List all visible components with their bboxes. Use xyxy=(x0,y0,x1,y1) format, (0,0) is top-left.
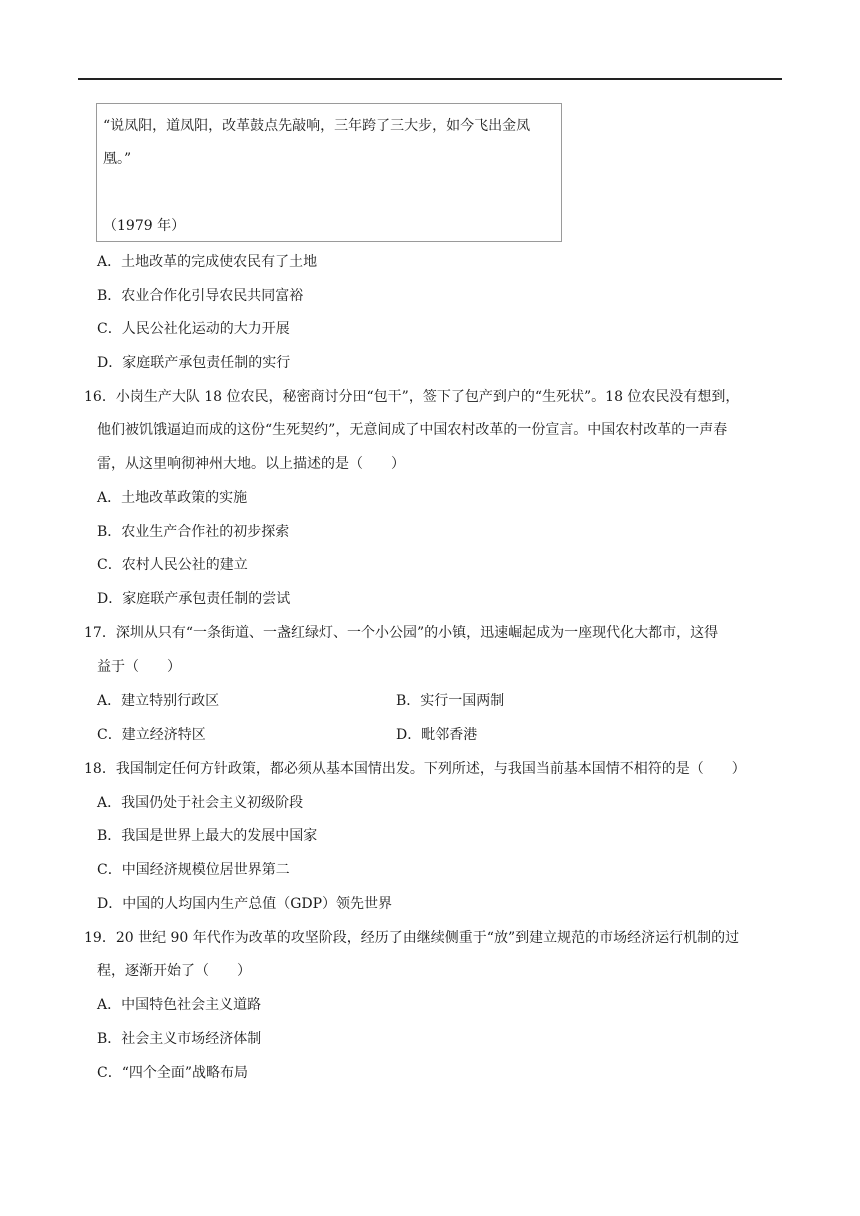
q19-option-b: B．社会主义市场经济体制 xyxy=(97,1031,262,1047)
quote-box xyxy=(96,103,562,242)
q15-option-d: D．家庭联产承包责任制的实行 xyxy=(97,355,291,371)
quote-line-2: 凰。” xyxy=(103,151,132,167)
q17-option-b: B．实行一国两制 xyxy=(396,693,505,709)
q16-stem-line-1: 16．小岗生产大队 18 位农民，秘密商讨分田“包干”，签下了包产到户的“生死状”。18 位农民没有想到， xyxy=(84,389,740,405)
q19-stem-line-1: 19．20 世纪 90 年代作为改革的攻坚阶段，经历了由继续侧重于“放”到建立规范的市场经济运行机制的过 xyxy=(84,930,740,946)
q19-option-a: A．中国特色社会主义道路 xyxy=(97,997,262,1013)
q16-option-c: C．农村人民公社的建立 xyxy=(97,557,248,573)
q16-stem-line-2: 他们被饥饿逼迫而成的这份“生死契约”，无意间成了中国农村改革的一份宣言。中国农村改革的一声春 xyxy=(97,422,728,438)
q18-stem-line-1: 18．我国制定任何方针政策，都必须从基本国情出发。下列所述，与我国当前基本国情不相符的是（ ） xyxy=(84,761,746,777)
q19-option-c: C．“四个全面”战略布局 xyxy=(97,1065,249,1081)
quote-line-1: “说凤阳，道凤阳，改革鼓点先敲响，三年跨了三大步，如今飞出金凤 xyxy=(103,118,531,134)
q17-option-c: C．建立经济特区 xyxy=(97,727,206,743)
q16-stem-line-3: 雷，从这里响彻神州大地。以上描述的是（ ） xyxy=(97,456,405,472)
q17-stem-line-1: 17．深圳从只有“一条街道、一盏红绿灯、一个小公园”的小镇，迅速崛起成为一座现代化大都市，这得 xyxy=(84,625,719,641)
q16-option-a: A．土地改革政策的实施 xyxy=(97,490,248,506)
q15-option-a: A．土地改革的完成使农民有了土地 xyxy=(97,254,318,270)
q16-option-d: D．家庭联产承包责任制的尝试 xyxy=(97,591,291,607)
q15-option-c: C．人民公社化运动的大力开展 xyxy=(97,321,290,337)
header-rule xyxy=(78,78,782,80)
q18-option-a: A．我国仍处于社会主义初级阶段 xyxy=(97,795,304,811)
q16-option-b: B．农业生产合作社的初步探索 xyxy=(97,524,290,540)
q17-option-a: A．建立特别行政区 xyxy=(97,693,220,709)
q18-option-d: D．中国的人均国内生产总值（GDP）领先世界 xyxy=(97,896,393,912)
q19-stem-line-2: 程，逐渐开始了（ ） xyxy=(97,963,251,979)
quote-year: （1979 年） xyxy=(103,218,186,234)
q18-option-c: C．中国经济规模位居世界第二 xyxy=(97,862,290,878)
q17-stem-line-2: 益于（ ） xyxy=(97,659,181,675)
q18-option-b: B．我国是世界上最大的发展中国家 xyxy=(97,828,318,844)
q17-option-d: D．毗邻香港 xyxy=(396,727,478,743)
q15-option-b: B．农业合作化引导农民共同富裕 xyxy=(97,288,304,304)
